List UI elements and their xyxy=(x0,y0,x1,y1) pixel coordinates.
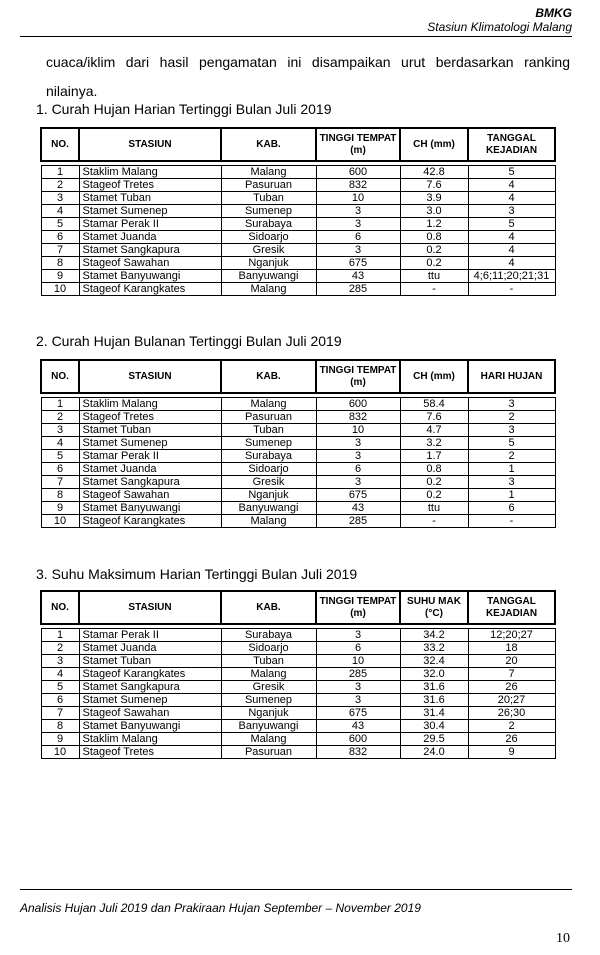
column-header: CH (mm) xyxy=(400,128,468,161)
table-cell: 4;6;11;20;21;31 xyxy=(468,270,555,283)
table-cell: 3 xyxy=(316,450,400,463)
table-cell: Pasuruan xyxy=(221,746,316,759)
table-cell: 31.4 xyxy=(400,707,468,720)
table-1-title: 1. Curah Hujan Harian Tertinggi Bulan Juli 2019 xyxy=(36,101,332,117)
table-cell: - xyxy=(400,283,468,296)
table-row xyxy=(41,424,555,437)
table-cell: 6 xyxy=(41,231,79,244)
table-cell: 600 xyxy=(316,398,400,411)
table-cell: Stageof Tretes xyxy=(79,746,221,759)
table-cell: Sidoarjo xyxy=(221,463,316,476)
table-cell: Stageof Tretes xyxy=(79,411,221,424)
table-cell: Gresik xyxy=(221,244,316,257)
table-row xyxy=(41,166,555,179)
table-cell: Nganjuk xyxy=(221,257,316,270)
column-header: NO. xyxy=(41,591,79,624)
table-cell: 43 xyxy=(316,720,400,733)
table-cell: 4 xyxy=(41,668,79,681)
table-cell: 3 xyxy=(41,655,79,668)
table-cell: Nganjuk xyxy=(221,489,316,502)
table-cell: 20;27 xyxy=(468,694,555,707)
table-row xyxy=(41,192,555,205)
table-cell: 4 xyxy=(468,244,555,257)
table-row xyxy=(41,668,555,681)
table-cell: 4 xyxy=(41,437,79,450)
table-row xyxy=(41,411,555,424)
table-daily-rainfall xyxy=(40,127,556,296)
table-cell: 5 xyxy=(468,437,555,450)
table-cell: Malang xyxy=(221,283,316,296)
table-cell: 3 xyxy=(468,205,555,218)
table-cell: Tuban xyxy=(221,424,316,437)
table-cell: 26 xyxy=(468,681,555,694)
column-header: STASIUN xyxy=(79,591,221,624)
table-cell: 1.7 xyxy=(400,450,468,463)
table-cell: Malang xyxy=(221,515,316,528)
table-cell: 33.2 xyxy=(400,642,468,655)
table-cell: 4 xyxy=(468,231,555,244)
table-row xyxy=(41,707,555,720)
table-cell: Tuban xyxy=(221,192,316,205)
header-station: Stasiun Klimatologi Malang xyxy=(427,20,572,34)
table-cell: 29.5 xyxy=(400,733,468,746)
table-cell: 5 xyxy=(468,218,555,231)
table-cell: 600 xyxy=(316,733,400,746)
table-row xyxy=(41,463,555,476)
table-row xyxy=(41,450,555,463)
table-cell: Stageof Karangkates xyxy=(79,515,221,528)
table-cell: Banyuwangi xyxy=(221,270,316,283)
table-cell: 2 xyxy=(468,450,555,463)
table-cell: Stamet Juanda xyxy=(79,231,221,244)
column-header: CH (mm) xyxy=(400,360,468,393)
table-cell: 0.2 xyxy=(400,489,468,502)
table-cell: 3 xyxy=(316,218,400,231)
table-monthly-rainfall xyxy=(40,359,556,528)
table-cell: 26;30 xyxy=(468,707,555,720)
table-cell: 3 xyxy=(316,694,400,707)
table-cell: Sidoarjo xyxy=(221,642,316,655)
table-cell: 3.9 xyxy=(400,192,468,205)
table-3-title: 3. Suhu Maksimum Harian Tertinggi Bulan Juli 2019 xyxy=(36,566,358,582)
column-header: TINGGI TEMPAT (m) xyxy=(316,128,400,161)
table-cell: 10 xyxy=(316,424,400,437)
column-header: KAB. xyxy=(221,591,316,624)
table-cell: Staklim Malang xyxy=(79,733,221,746)
table-cell: 3 xyxy=(468,476,555,489)
table-cell: 3 xyxy=(316,629,400,642)
table-cell: Stageof Sawahan xyxy=(79,489,221,502)
column-header: STASIUN xyxy=(79,360,221,393)
table-cell: Stamet Banyuwangi xyxy=(79,502,221,515)
table-max-temperature xyxy=(40,590,556,759)
table-row xyxy=(41,642,555,655)
table-cell: 3 xyxy=(316,476,400,489)
intro-paragraph: cuaca/iklim dari hasil pengamatan ini disampaikan urut berdasarkan ranking nilainya. xyxy=(46,54,570,99)
table-cell: 1.2 xyxy=(400,218,468,231)
table-cell: 6 xyxy=(316,231,400,244)
table-cell: ttu xyxy=(400,502,468,515)
table-cell: 5 xyxy=(41,218,79,231)
table-cell: 0.2 xyxy=(400,244,468,257)
table-cell: 675 xyxy=(316,707,400,720)
column-header: STASIUN xyxy=(79,128,221,161)
column-header: NO. xyxy=(41,128,79,161)
table-row xyxy=(41,476,555,489)
table-row xyxy=(41,398,555,411)
table-cell: 32.0 xyxy=(400,668,468,681)
table-cell: 3.0 xyxy=(400,205,468,218)
table-cell: Surabaya xyxy=(221,218,316,231)
table-cell: Staklim Malang xyxy=(79,398,221,411)
table-cell: Stamet Sumenep xyxy=(79,437,221,450)
table-cell: Stamar Perak II xyxy=(79,218,221,231)
column-header: HARI HUJAN xyxy=(468,360,555,393)
table-cell: - xyxy=(468,515,555,528)
table-cell: Stamet Banyuwangi xyxy=(79,270,221,283)
table-cell: Malang xyxy=(221,733,316,746)
page-number: 10 xyxy=(556,931,570,946)
table-cell: 2 xyxy=(468,720,555,733)
table-cell: 1 xyxy=(41,398,79,411)
table-cell: 4 xyxy=(468,257,555,270)
table-cell: Malang xyxy=(221,166,316,179)
table-cell: 7.6 xyxy=(400,179,468,192)
header-row xyxy=(41,591,555,624)
table-cell: 7.6 xyxy=(400,411,468,424)
table-row xyxy=(41,489,555,502)
table-cell: 9 xyxy=(41,733,79,746)
table-cell: 26 xyxy=(468,733,555,746)
table-cell: Gresik xyxy=(221,681,316,694)
table-cell: Stamet Tuban xyxy=(79,655,221,668)
table-row xyxy=(41,283,555,296)
table-row xyxy=(41,629,555,642)
table-cell: Stamet Sangkapura xyxy=(79,681,221,694)
table-cell: 32.4 xyxy=(400,655,468,668)
table-cell: 5 xyxy=(468,166,555,179)
table-cell: 4 xyxy=(468,179,555,192)
table-cell: 4 xyxy=(468,192,555,205)
column-header: TANGGAL KEJADIAN xyxy=(468,591,555,624)
table-row xyxy=(41,244,555,257)
table-cell: 4.7 xyxy=(400,424,468,437)
table-cell: 31.6 xyxy=(400,681,468,694)
table-cell: 3 xyxy=(316,205,400,218)
column-header: SUHU MAK (°C) xyxy=(400,591,468,624)
table-cell: 43 xyxy=(316,502,400,515)
footer-rule xyxy=(20,889,572,890)
table-cell: Stageof Sawahan xyxy=(79,257,221,270)
table-row xyxy=(41,502,555,515)
table-cell: 675 xyxy=(316,257,400,270)
table-2-title: 2. Curah Hujan Bulanan Tertinggi Bulan Juli 2019 xyxy=(36,333,342,349)
table-cell: 5 xyxy=(41,450,79,463)
table-cell: Tuban xyxy=(221,655,316,668)
table-cell: 5 xyxy=(41,681,79,694)
table-cell: Stamet Tuban xyxy=(79,424,221,437)
table-cell: Stageof Tretes xyxy=(79,179,221,192)
table-cell: Surabaya xyxy=(221,629,316,642)
table-cell: 3 xyxy=(41,424,79,437)
table-row xyxy=(41,257,555,270)
table-cell: 3 xyxy=(316,681,400,694)
table-row xyxy=(41,270,555,283)
table-cell: - xyxy=(400,515,468,528)
table-row xyxy=(41,218,555,231)
column-header: TINGGI TEMPAT (m) xyxy=(316,591,400,624)
table-cell: 2 xyxy=(41,411,79,424)
table-cell: 3.2 xyxy=(400,437,468,450)
table-cell: 10 xyxy=(41,746,79,759)
table-cell: 6 xyxy=(468,502,555,515)
table-cell: 832 xyxy=(316,179,400,192)
table-cell: 20 xyxy=(468,655,555,668)
table-cell: Stamet Sumenep xyxy=(79,205,221,218)
table-cell: Stageof Karangkates xyxy=(79,668,221,681)
page-header xyxy=(427,6,572,35)
table-cell: 600 xyxy=(316,166,400,179)
table-cell: 31.6 xyxy=(400,694,468,707)
column-header: NO. xyxy=(41,360,79,393)
table-cell: Stageof Karangkates xyxy=(79,283,221,296)
table-cell: Stamar Perak II xyxy=(79,629,221,642)
table-cell: Nganjuk xyxy=(221,707,316,720)
table-cell: Banyuwangi xyxy=(221,720,316,733)
table-cell: 42.8 xyxy=(400,166,468,179)
table-cell: 675 xyxy=(316,489,400,502)
column-header: KAB. xyxy=(221,128,316,161)
column-header: KAB. xyxy=(221,360,316,393)
table-cell: 832 xyxy=(316,746,400,759)
table-cell: 6 xyxy=(41,694,79,707)
table-cell: 10 xyxy=(316,192,400,205)
table-cell: 1 xyxy=(468,463,555,476)
table-cell: Malang xyxy=(221,398,316,411)
table-cell: 24.0 xyxy=(400,746,468,759)
table-cell: Stageof Sawahan xyxy=(79,707,221,720)
table-row xyxy=(41,655,555,668)
table-cell: 8 xyxy=(41,720,79,733)
table-row xyxy=(41,733,555,746)
table-cell: 6 xyxy=(316,463,400,476)
table-cell: 2 xyxy=(41,642,79,655)
table-cell: 12;20;27 xyxy=(468,629,555,642)
table-row xyxy=(41,437,555,450)
table-row xyxy=(41,179,555,192)
table-cell: Sumenep xyxy=(221,694,316,707)
table-cell: 832 xyxy=(316,411,400,424)
table-cell: Banyuwangi xyxy=(221,502,316,515)
table-cell: 18 xyxy=(468,642,555,655)
table-cell: 30.4 xyxy=(400,720,468,733)
table-cell: 3 xyxy=(316,244,400,257)
table-cell: 3 xyxy=(316,437,400,450)
table-cell: Surabaya xyxy=(221,450,316,463)
table-cell: 34.2 xyxy=(400,629,468,642)
table-cell: Stamet Juanda xyxy=(79,642,221,655)
table-cell: Stamet Tuban xyxy=(79,192,221,205)
table-cell: 3 xyxy=(41,192,79,205)
table-cell: Gresik xyxy=(221,476,316,489)
table-row xyxy=(41,681,555,694)
table-cell: 10 xyxy=(41,283,79,296)
table-cell: 1 xyxy=(41,166,79,179)
header-rule xyxy=(20,36,572,37)
table-row xyxy=(41,205,555,218)
table-row xyxy=(41,231,555,244)
table-cell: 285 xyxy=(316,283,400,296)
table-cell: 7 xyxy=(41,476,79,489)
table-cell: - xyxy=(468,283,555,296)
table-row xyxy=(41,746,555,759)
table-cell: 285 xyxy=(316,668,400,681)
table-cell: Sidoarjo xyxy=(221,231,316,244)
table-cell: 9 xyxy=(468,746,555,759)
table-cell: 7 xyxy=(468,668,555,681)
table-cell: Malang xyxy=(221,668,316,681)
column-header: TANGGAL KEJADIAN xyxy=(468,128,555,161)
table-cell: 7 xyxy=(41,244,79,257)
table-cell: 7 xyxy=(41,707,79,720)
table-cell: Stamet Banyuwangi xyxy=(79,720,221,733)
header-org: BMKG xyxy=(535,6,572,20)
table-cell: 10 xyxy=(41,515,79,528)
table-cell: Stamet Juanda xyxy=(79,463,221,476)
table-cell: 10 xyxy=(316,655,400,668)
table-row xyxy=(41,515,555,528)
table-cell: 0.2 xyxy=(400,476,468,489)
table-row xyxy=(41,694,555,707)
table-cell: 285 xyxy=(316,515,400,528)
table-cell: 4 xyxy=(41,205,79,218)
table-cell: 3 xyxy=(468,424,555,437)
header-row xyxy=(41,360,555,393)
table-cell: ttu xyxy=(400,270,468,283)
column-header: TINGGI TEMPAT (m) xyxy=(316,360,400,393)
table-cell: Stamar Perak II xyxy=(79,450,221,463)
footer-text: Analisis Hujan Juli 2019 dan Prakiraan Hujan September – November 2019 xyxy=(20,901,421,915)
table-row xyxy=(41,720,555,733)
table-cell: 6 xyxy=(41,463,79,476)
table-cell: 8 xyxy=(41,257,79,270)
table-cell: 0.8 xyxy=(400,231,468,244)
table-cell: Pasuruan xyxy=(221,411,316,424)
table-cell: 2 xyxy=(41,179,79,192)
table-cell: 0.8 xyxy=(400,463,468,476)
table-cell: Staklim Malang xyxy=(79,166,221,179)
table-cell: Pasuruan xyxy=(221,179,316,192)
table-cell: 6 xyxy=(316,642,400,655)
table-cell: 0.2 xyxy=(400,257,468,270)
table-cell: Sumenep xyxy=(221,205,316,218)
table-cell: 58.4 xyxy=(400,398,468,411)
header-row xyxy=(41,128,555,161)
table-cell: 43 xyxy=(316,270,400,283)
table-cell: 1 xyxy=(468,489,555,502)
table-cell: Sumenep xyxy=(221,437,316,450)
table-cell: 2 xyxy=(468,411,555,424)
table-cell: 9 xyxy=(41,270,79,283)
table-cell: 8 xyxy=(41,489,79,502)
table-cell: 1 xyxy=(41,629,79,642)
table-cell: Stamet Sangkapura xyxy=(79,244,221,257)
table-cell: 9 xyxy=(41,502,79,515)
table-cell: Stamet Sangkapura xyxy=(79,476,221,489)
table-cell: Stamet Sumenep xyxy=(79,694,221,707)
table-cell: 3 xyxy=(468,398,555,411)
